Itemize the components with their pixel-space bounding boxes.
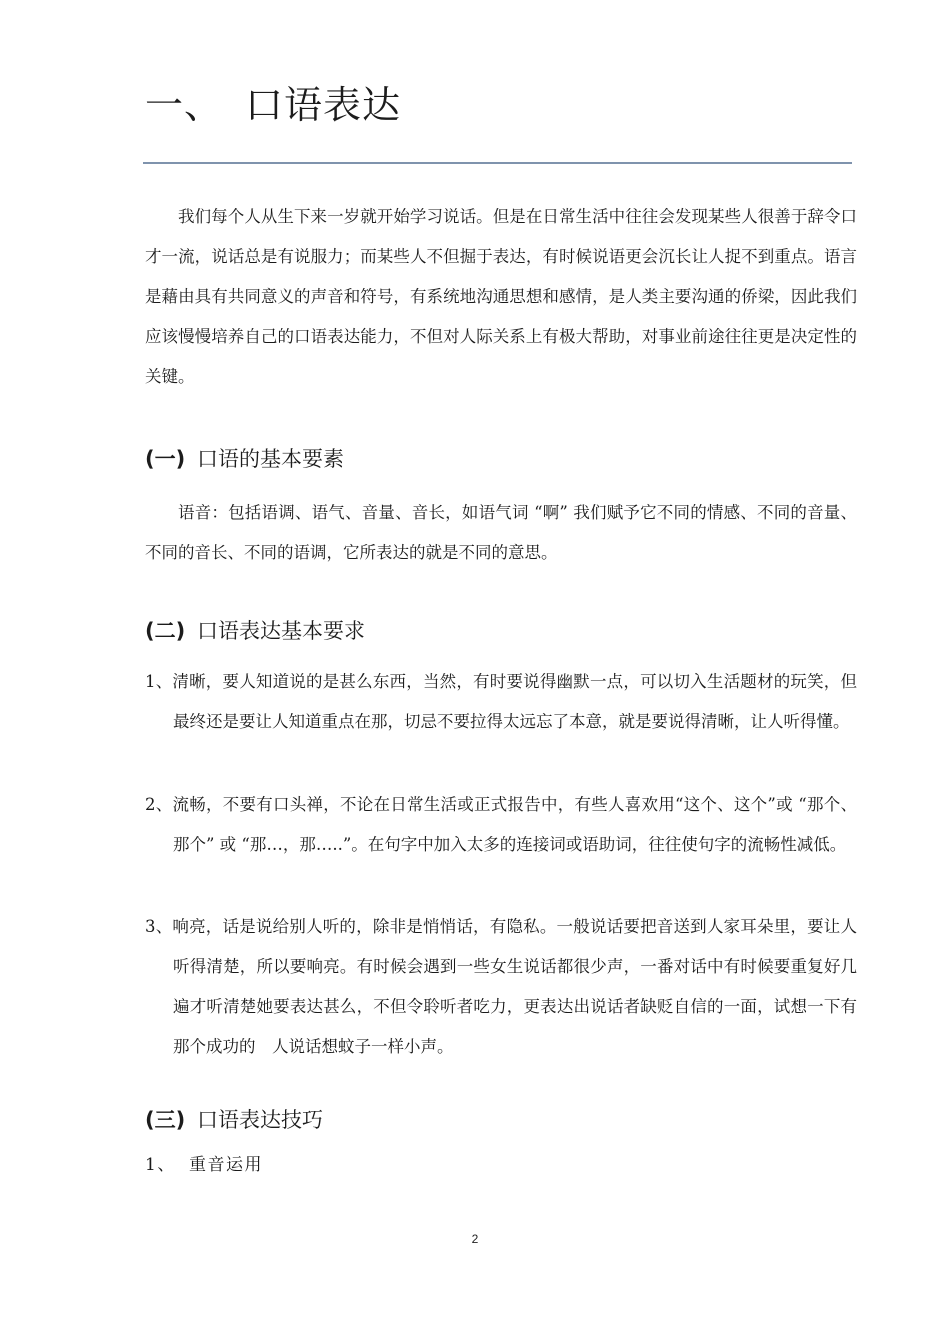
- requirement-item-clear: 1、清晰，要人知道说的是甚么东西，当然，有时要说得幽默一点，可以切入生活题材的玩笑，但最终还是要让人知道重点在那，切忌不要拉得太远忘了本意，就是要说得清晰，让人听得懂。: [145, 672, 857, 731]
- section-2-mark: (二): [145, 619, 186, 643]
- technique-item-label: 重音运用: [189, 1155, 263, 1175]
- section-1-mark: (一): [145, 447, 186, 471]
- page-title: [145, 74, 401, 129]
- requirement-item-fluent: 2、流畅，不要有口头禅，不论在日常生活或正式报告中，有些人喜欢用“这个、这个”或 “那个、那个” 或 “那…，那…..”。在句字中加入太多的连接词或语助词，往往使句字的流畅性减低。: [145, 795, 857, 854]
- section-1-title: 口语的基本要素: [197, 447, 344, 471]
- title-number: 一、: [145, 83, 224, 127]
- section-heading-1: [145, 443, 344, 473]
- title-underline: [143, 162, 852, 164]
- page-number: 2: [471, 1232, 479, 1246]
- section-1-body: 语音：包括语调、语气、音量、音长，如语气词 “啊” 我们赋予它不同的情感、不同的音量、不同的音长、不同的语调，它所表达的就是不同的意思。: [145, 503, 857, 562]
- technique-item-stress: [145, 1150, 263, 1175]
- section-2-title: 口语表达基本要求: [197, 619, 365, 643]
- section-3-mark: (三): [145, 1108, 186, 1132]
- title-text: 口语表达: [245, 83, 402, 127]
- section-heading-2: [145, 615, 365, 645]
- requirement-item-loud: 3、响亮，话是说给别人听的，除非是悄悄话，有隐私。一般说话要把音送到人家耳朵里，要让人听得清楚，所以要响亮。有时候会遇到一些女生说话都很少声，一番对话中有时候要重复好几遍才听清楚她要表达甚么，不但令聆听者吃力，更表达出说话者缺贬自信的一面，试想一下有那个成功的 人说话想蚊子一样小声。: [145, 917, 857, 1056]
- technique-item-index: 1、: [145, 1155, 176, 1175]
- intro-paragraph: 我们每个人从生下来一岁就开始学习说话。但是在日常生活中往往会发现某些人很善于辞令口才一流，说话总是有说服力；而某些人不但掘于表达，有时候说语更会沉长让人捉不到重点。语言是藉由具有共同意义的声音和符号，有系统地沟通思想和感情，是人类主要沟通的侨梁，因此我们应该慢慢培养自己的口语表达能力，不但对人际关系上有极大帮助，对事业前途往往更是决定性的关键。: [145, 207, 857, 386]
- section-heading-3: [145, 1104, 323, 1134]
- section-3-title: 口语表达技巧: [197, 1108, 323, 1132]
